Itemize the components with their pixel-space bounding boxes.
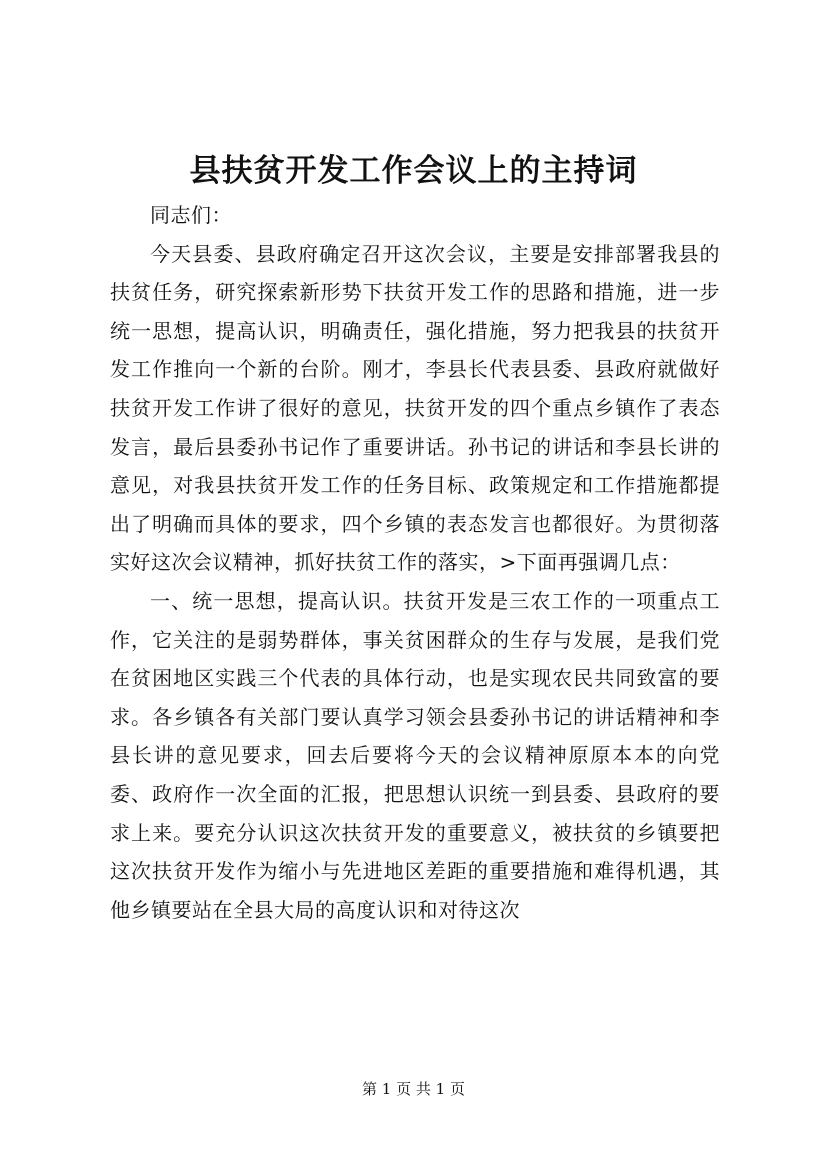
greeting: 同志们： [150,203,232,227]
page-footer: 第 1 页 共 1 页 [362,1080,465,1098]
paragraph-point-one: 一、统一思想，提高认识。扶贫开发是三农工作的一项重点工作，它关注的是弱势群体，事关贫困群众的生存与发展，是我们党在贫困地区实践三个代表的具体行动，也是实现农民共同致富的要求。各乡镇各有关部门要认真学习领会县委孙书记的讲话精神和李县长讲的意见要求，回去后要将今天的会议精神原原本本的向党委、政府作一次全面的汇报，把思想认识统一到县委、县政府的要求上来。要充分认识这次扶贫开发的重要意义，被扶贫的乡镇要把这次扶贫开发作为缩小与先进地区差距的重要措施和难得机遇，其他乡镇要站在全县大局的高度认识和对待这次 [110,588,720,922]
document-body [110,196,720,929]
document-title: 县扶贫开发工作会议上的主持词 [189,153,638,189]
paragraph-intro: 今天县委、县政府确定召开这次会议，主要是安排部署我县的扶贫任务，研究探索新形势下扶贫开发工作的思路和措施，进一步统一思想，提高认识，明确责任，强化措施，努力把我县的扶贫开发工作推向一个新的台阶。刚才，李县长代表县委、县政府就做好扶贫开发工作讲了很好的意见，扶贫开发的四个重点乡镇作了表态发言，最后县委孙书记作了重要讲话。孙书记的讲话和李县长讲的意见，对我县扶贫开发工作的任务目标、政策规定和工作措施都提出了明确而具体的要求，四个乡镇的表态发言也都很好。为贯彻落实好这次会议精神，抓好扶贫工作的落实，>下面再强调几点： [110,241,720,575]
